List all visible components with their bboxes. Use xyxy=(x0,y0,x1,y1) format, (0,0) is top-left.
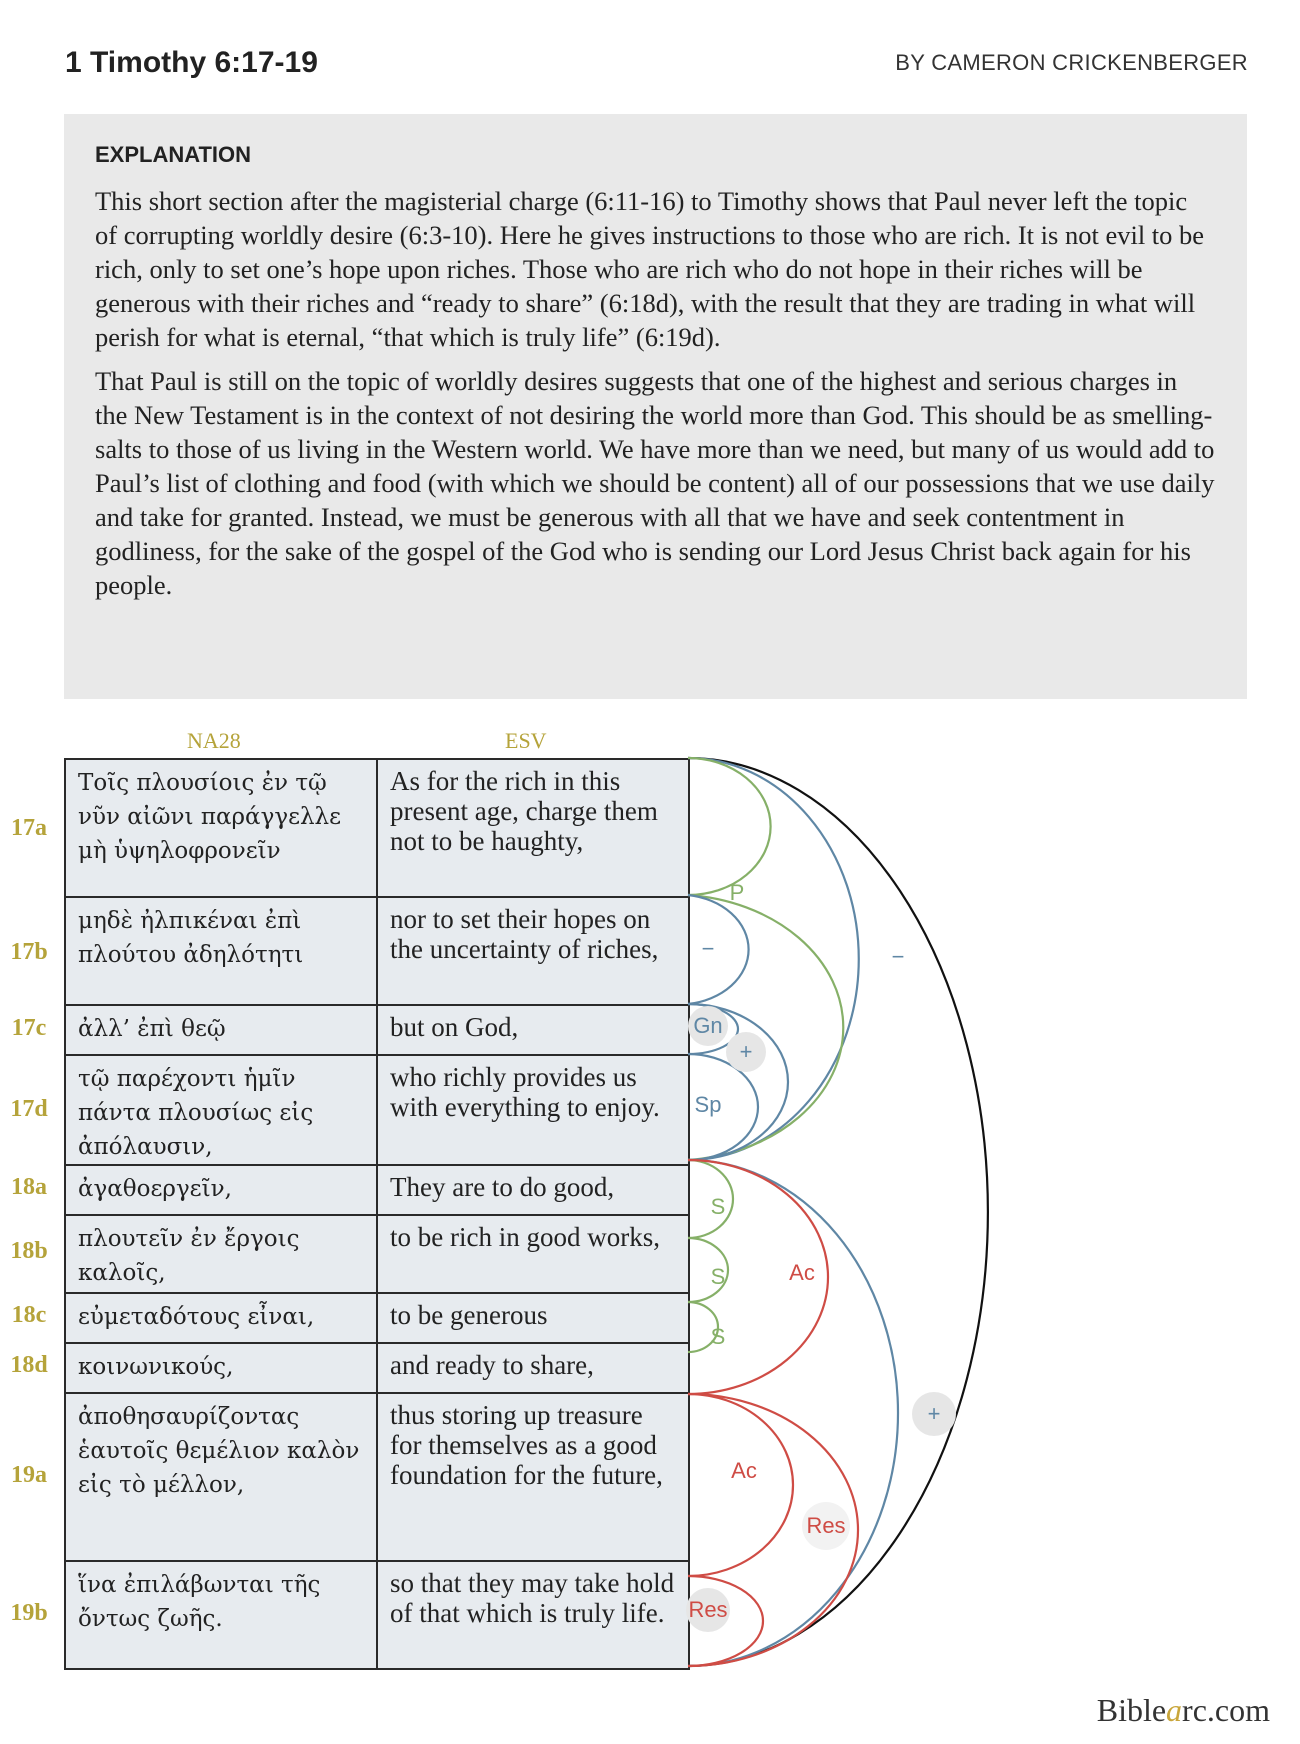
author-byline: BY CAMERON CRICKENBERGER xyxy=(895,50,1248,75)
label-ac1: Ac xyxy=(789,1260,815,1285)
brand-mark: a xyxy=(1166,1692,1183,1728)
arc-p xyxy=(688,758,771,895)
english-cell: to be generous xyxy=(377,1293,689,1343)
label-p: P xyxy=(729,880,745,905)
english-cell: who richly provides us with everything to enjoy. xyxy=(377,1055,689,1165)
brand-post: rc.com xyxy=(1182,1692,1270,1728)
label-s1: S xyxy=(710,1194,726,1219)
column-header-english: ESV xyxy=(505,728,547,753)
arc-ac2 xyxy=(688,1394,793,1576)
explanation-paragraph-2: That Paul is still on the topic of worldly desires suggests that one of the highest and serious charges in the New Testament is in the context of not desiring the world more than God. This should be as smelling-salts to those of us living in the Western world. We have more than we need, but many of us would add to Paul’s list of clothing and food (with which we should be content) all of our possessions that we use daily and take for granted. Instead, we must be generous with all that we have and seek contentment in godliness, for the sake of the gospel of the God who is sending our Lord Jesus Christ back again for his people. xyxy=(95,366,1215,600)
english-cell: but on God, xyxy=(377,1005,689,1055)
verse-ref: 18c xyxy=(11,1302,47,1328)
english-cell: to be rich in good works, xyxy=(377,1215,689,1293)
verse-ref: 17b xyxy=(10,939,48,965)
english-cell: They are to do good, xyxy=(377,1165,689,1215)
english-cell: and ready to share, xyxy=(377,1343,689,1393)
arc-plus-big xyxy=(688,1160,898,1666)
greek-cell: κοινωνικούς, xyxy=(65,1343,377,1393)
label-sp: Sp xyxy=(694,1092,722,1117)
explanation-heading: EXPLANATION xyxy=(95,142,252,167)
greek-cell: Τοῖς πλουσίοις ἐν τῷ νῦν αἰῶνι παράγγελλε μὴ ὑψηλοφρονεῖν xyxy=(65,759,377,897)
label-res1: Res xyxy=(806,1513,846,1538)
greek-cell: μηδὲ ἠλπικέναι ἐπὶ πλούτου ἀδηλότητι xyxy=(65,897,377,1005)
page-title: 1 Timothy 6:17-19 xyxy=(65,46,318,79)
label-neg-outer: − xyxy=(891,944,905,969)
label-ac2: Ac xyxy=(731,1458,757,1483)
verse-ref: 18a xyxy=(11,1174,47,1200)
label-plus-big: + xyxy=(927,1401,941,1426)
brand-footer[interactable] xyxy=(1097,1692,1270,1729)
english-cell: thus storing up treasure for themselves as a good foundation for the future, xyxy=(377,1393,689,1561)
verse-ref: 18b xyxy=(10,1238,48,1264)
english-cell: nor to set their hopes on the uncertainty of riches, xyxy=(377,897,689,1005)
greek-cell: τῷ παρέχοντι ἡμῖν πάντα πλουσίως εἰς ἀπόλαυσιν, xyxy=(65,1055,377,1165)
english-cell: so that they may take hold of that which is truly life. xyxy=(377,1561,689,1669)
label-s2: S xyxy=(710,1264,726,1289)
label-plus-small: + xyxy=(739,1039,753,1064)
label-res2: Res xyxy=(688,1597,728,1622)
greek-cell: ἀποθησαυρίζοντας ἑαυτοῖς θεμέλιον καλὸν εἰς τὸ μέλλον, xyxy=(65,1393,377,1561)
english-cell: As for the rich in this present age, charge them not to be haughty, xyxy=(377,759,689,897)
verse-ref: 18d xyxy=(10,1352,48,1378)
label-gn: Gn xyxy=(693,1013,723,1038)
verse-ref: 17d xyxy=(10,1096,48,1122)
verse-ref: 19b xyxy=(10,1600,48,1626)
greek-cell: πλουτεῖν ἐν ἔργοις καλοῖς, xyxy=(65,1215,377,1293)
brand-pre: Bible xyxy=(1096,1692,1167,1728)
greek-cell: ἀλλ’ ἐπὶ θεῷ xyxy=(65,1005,377,1055)
arc-neg-inner xyxy=(688,895,749,1004)
verse-ref: 19a xyxy=(11,1462,47,1488)
verse-ref: 17c xyxy=(11,1015,47,1041)
greek-cell: ἵνα ἐπιλάβωνται τῆς ὄντως ζωῆς. xyxy=(65,1561,377,1669)
verse-ref: 17a xyxy=(11,815,47,841)
explanation-paragraph-1: This short section after the magisterial charge (6:11-16) to Timothy shows that Paul never left the topic of corrupting worldly desire (6:3-10). Here he gives instructions to those who are rich. It is not evil to be rich, only to set one’s hope upon riches. Those who are rich who do not hope in their riches will be generous with their riches and “ready to share” (6:18d), with the result that they are trading in what will perish for what is eternal, “that which is truly life” (6:19d). xyxy=(95,186,1205,352)
greek-cell: ἀγαθοεργεῖν, xyxy=(65,1165,377,1215)
greek-cell: εὐμεταδότους εἶναι, xyxy=(65,1293,377,1343)
label-s3: S xyxy=(710,1324,726,1349)
column-header-greek: NA28 xyxy=(187,728,241,753)
label-neg-inner: − xyxy=(701,936,715,961)
